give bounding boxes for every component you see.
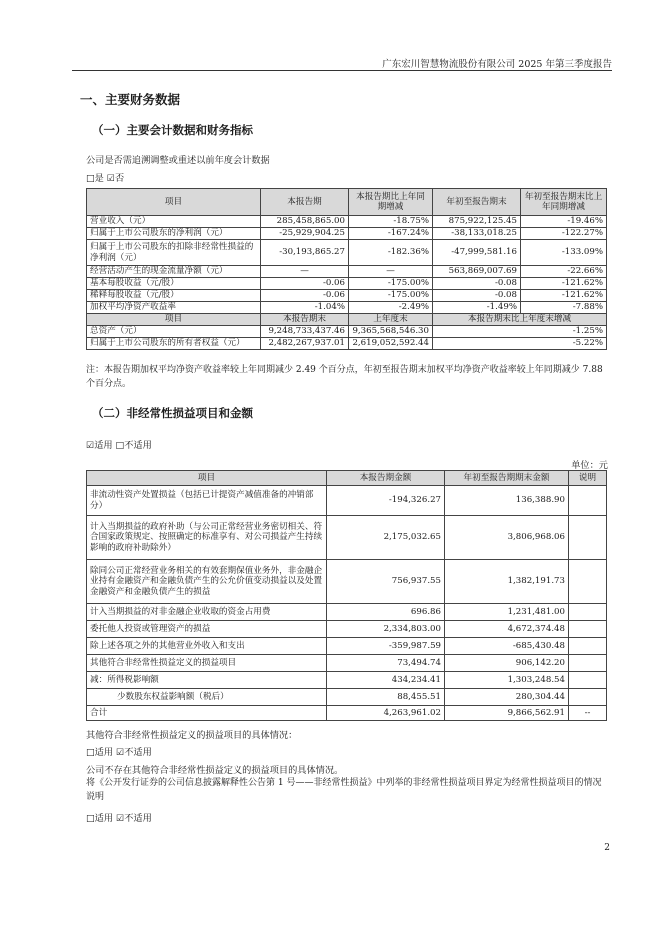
applicable-checkbox: □适用 ☑不适用 — [86, 813, 152, 824]
table-row — [87, 290, 607, 302]
table-cell: 计入当期损益的对非金融企业收取的资金占用费 — [87, 604, 327, 621]
table-cell: -38,133,018.25 — [433, 228, 521, 240]
table-cell: 1,303,248.54 — [445, 672, 569, 689]
table1-subheader-cell: 本报告期末比上年度末增减 — [433, 314, 607, 326]
table1-subheader-cell: 本报告期末 — [261, 314, 349, 326]
table-cell: 756,937.55 — [327, 560, 445, 604]
table-cell: 其他符合非经常性损益定义的损益项目 — [87, 655, 327, 672]
table-cell: 总资产（元） — [87, 326, 261, 338]
table-cell: 减：所得税影响额 — [87, 672, 327, 689]
table-cell: 73,494.74 — [327, 655, 445, 672]
table-cell: 稀释每股收益（元/股） — [87, 290, 261, 302]
applicable-checkbox: ☑适用 □不适用 — [86, 440, 152, 451]
note-text: 注：本报告期加权平均净资产收益率较上年同期减少 2.49 个百分点，年初至报告期末加权平均净资产收益率较上年同期减少 7.88 个百分点。 — [86, 365, 603, 389]
table-cell: -7.88% — [521, 302, 607, 314]
table-cell: 1,382,191.73 — [445, 560, 569, 604]
explain-text: 将《公开发行证券的公司信息披露解释性公告第 1 号——非经常性损益》中列举的非经常性损益项目界定为经常性损益项目的情况说明 — [86, 778, 602, 802]
table-cell: -18.75% — [349, 216, 433, 228]
table-row — [87, 689, 607, 706]
table-cell: 计入当期损益的政府补助（与公司正常经营业务密切相关、符合国家政策规定、按照确定的标准享有、对公司损益产生持续影响的政府补助除外） — [87, 516, 327, 560]
table-cell: 加权平均净资产收益率 — [87, 302, 261, 314]
table-cell: 除同公司正常经营业务相关的有效套期保值业务外，非金融企业持有金融资产和金融负债产生的公允价值变动损益以及处置金融资产和金融负债产生的损益 — [87, 560, 327, 604]
table2-header-row — [87, 471, 607, 486]
table-cell: 委托他人投资或管理资产的损益 — [87, 621, 327, 638]
table-cell: 归属于上市公司股东的净利润（元） — [87, 228, 261, 240]
table-cell: 2,334,803.00 — [327, 621, 445, 638]
table-cell: 归属于上市公司股东的扣除非经常性损益的净利润（元） — [87, 240, 261, 266]
table-cell: 4,672,374.48 — [445, 621, 569, 638]
table-cell: 563,869,007.69 — [433, 266, 521, 278]
table-cell: -5.22% — [433, 338, 607, 350]
table-cell: -1.04% — [261, 302, 349, 314]
table-cell: — — [261, 266, 349, 278]
table-cell: -0.08 — [433, 290, 521, 302]
table-cell: -0.06 — [261, 278, 349, 290]
table-cell: 136,388.90 — [445, 486, 569, 516]
table-cell: 2,482,267,937.01 — [261, 338, 349, 350]
table-row — [87, 655, 607, 672]
table1-header-cell: 年初至报告期末比上年同期增减 — [521, 189, 607, 216]
table1-header-cell: 本报告期 — [261, 189, 349, 216]
table-cell: -121.62% — [521, 290, 607, 302]
table-cell: -- — [569, 706, 607, 721]
table-cell: 营业收入（元） — [87, 216, 261, 228]
financial-indicators-table — [86, 188, 607, 350]
header-rule — [72, 70, 612, 71]
table-row — [87, 672, 607, 689]
table-cell — [569, 689, 607, 706]
table-row — [87, 240, 607, 266]
table-cell — [569, 604, 607, 621]
table-cell: 280,304.44 — [445, 689, 569, 706]
table-cell: 9,248,733,437.46 — [261, 326, 349, 338]
table-cell — [569, 655, 607, 672]
table-row — [87, 706, 607, 721]
table-row — [87, 638, 607, 655]
table-cell: 2,175,032.65 — [327, 516, 445, 560]
table-cell: 少数股东权益影响额（税后） — [87, 689, 327, 706]
table-cell: -47,999,581.16 — [433, 240, 521, 266]
table-cell — [569, 638, 607, 655]
table-cell: -1.25% — [433, 326, 607, 338]
table-cell: -0.08 — [433, 278, 521, 290]
sub1-title: （一）主要会计数据和财务指标 — [92, 123, 253, 137]
table-cell: 3,806,968.06 — [445, 516, 569, 560]
table-cell — [569, 516, 607, 560]
table-row — [87, 266, 607, 278]
table-cell: -685,430.48 — [445, 638, 569, 655]
table-cell: 经营活动产生的现金流量净额（元） — [87, 266, 261, 278]
page-header: 广东宏川智慧物流股份有限公司 2025 年第三季度报告 — [382, 59, 612, 70]
table-cell: -133.09% — [521, 240, 607, 266]
table1-subheader-cell: 上年度末 — [349, 314, 433, 326]
table-cell: -22.66% — [521, 266, 607, 278]
table-row — [87, 516, 607, 560]
table-cell: 合计 — [87, 706, 327, 721]
table1-subheader-cell: 项目 — [87, 314, 261, 326]
table-cell: 2,619,052,592.44 — [349, 338, 433, 350]
table-cell — [569, 672, 607, 689]
table-cell: -194,326.27 — [327, 486, 445, 516]
table-cell: 9,866,562.91 — [445, 706, 569, 721]
table-row — [87, 338, 607, 350]
table-cell — [569, 486, 607, 516]
section1-title: 一、主要财务数据 — [80, 92, 181, 107]
table-cell: -182.36% — [349, 240, 433, 266]
table-cell: — — [349, 266, 433, 278]
page-number: 2 — [604, 843, 610, 853]
table-cell: 9,365,568,546.30 — [349, 326, 433, 338]
table2-header-cell: 本报告期金额 — [327, 471, 445, 486]
table1-header-cell: 本报告期比上年同期增减 — [349, 189, 433, 216]
table-cell: 归属于上市公司股东的所有者权益（元） — [87, 338, 261, 350]
table-cell: 434,234.41 — [327, 672, 445, 689]
table2-header-cell: 项目 — [87, 471, 327, 486]
table-cell: 除上述各项之外的其他营业外收入和支出 — [87, 638, 327, 655]
table-cell: -175.00% — [349, 278, 433, 290]
table1-header-cell: 项目 — [87, 189, 261, 216]
table-cell: 非流动性资产处置损益（包括已计提资产减值准备的冲销部分） — [87, 486, 327, 516]
table-row — [87, 228, 607, 240]
other-items-label: 其他符合非经常性损益定义的损益项目的具体情况： — [86, 730, 298, 741]
table1-subheader-row — [87, 314, 607, 326]
restate-answer: □是 ☑否 — [86, 173, 125, 184]
table-cell: -175.00% — [349, 290, 433, 302]
table-cell — [569, 621, 607, 638]
non-recurring-items-table — [86, 470, 607, 721]
table-cell: -167.24% — [349, 228, 433, 240]
table-cell: 1,231,481.00 — [445, 604, 569, 621]
table-cell: -0.06 — [261, 290, 349, 302]
table-cell: -1.49% — [433, 302, 521, 314]
table-cell: 基本每股收益（元/股） — [87, 278, 261, 290]
table-cell: 875,922,125.45 — [433, 216, 521, 228]
table-cell — [569, 560, 607, 604]
table-row — [87, 326, 607, 338]
sub2-title: （二）非经常性损益项目和金额 — [92, 406, 253, 420]
table-cell: -121.62% — [521, 278, 607, 290]
table-cell: -25,929,904.25 — [261, 228, 349, 240]
restate-question: 公司是否需追溯调整或重述以前年度会计数据 — [86, 155, 270, 166]
table-row — [87, 278, 607, 290]
table-row — [87, 486, 607, 516]
table-cell: -2.49% — [349, 302, 433, 314]
table-row — [87, 621, 607, 638]
table-row — [87, 302, 607, 314]
unit-label: 单位：元 — [571, 460, 608, 471]
table-cell: -19.46% — [521, 216, 607, 228]
table-cell: 696.86 — [327, 604, 445, 621]
table2-header-cell: 说明 — [569, 471, 607, 486]
table-cell: -122.27% — [521, 228, 607, 240]
table-row — [87, 604, 607, 621]
table-cell: 88,455.51 — [327, 689, 445, 706]
table-cell: -359,987.59 — [327, 638, 445, 655]
table-row — [87, 560, 607, 604]
table-cell: -30,193,865.27 — [261, 240, 349, 266]
applicable-checkbox: □适用 ☑不适用 — [86, 747, 152, 758]
table1-header-cell: 年初至报告期末 — [433, 189, 521, 216]
table2-header-cell: 年初至报告期期末金额 — [445, 471, 569, 486]
table1-header-row — [87, 189, 607, 216]
table-cell: 285,458,865.00 — [261, 216, 349, 228]
table-cell: 4,263,961.02 — [327, 706, 445, 721]
no-other-text: 公司不存在其他符合非经常性损益定义的损益项目的具体情况。 — [86, 765, 344, 776]
table-cell: 906,142.20 — [445, 655, 569, 672]
table-row — [87, 216, 607, 228]
